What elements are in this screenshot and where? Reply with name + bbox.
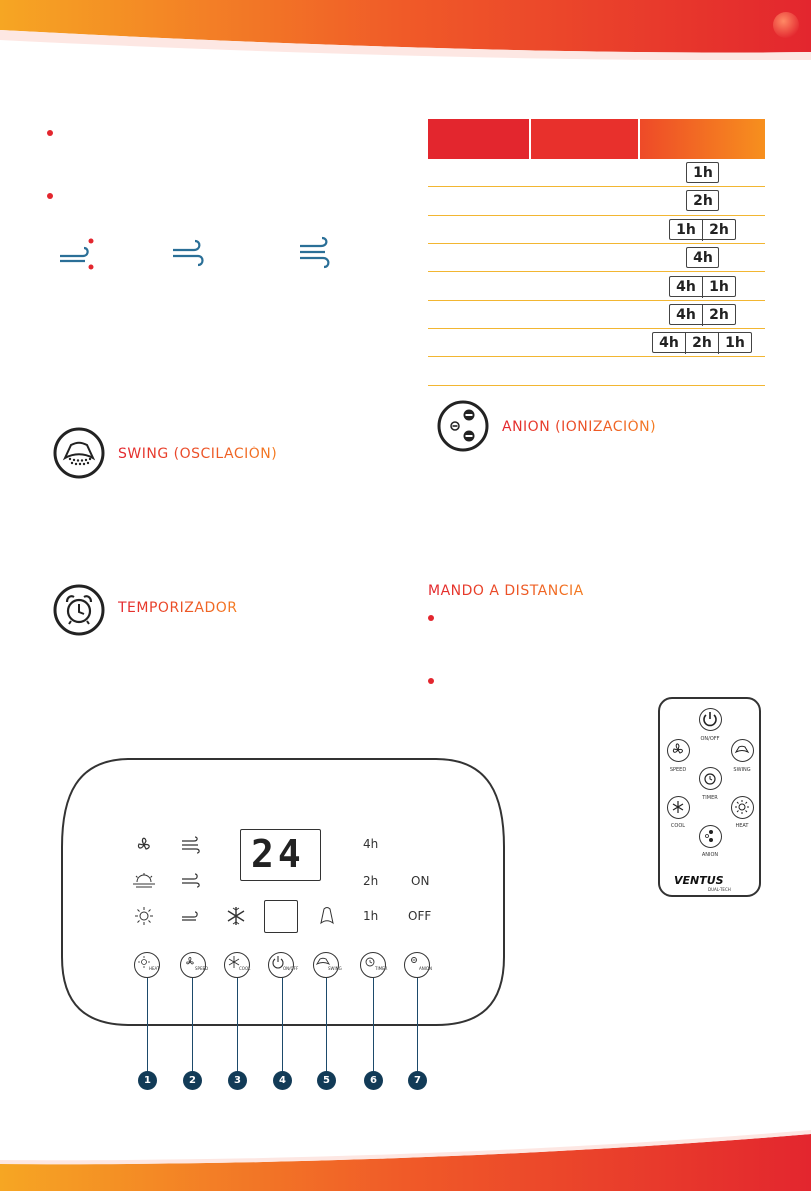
heat-button[interactable] xyxy=(134,952,160,978)
fan-icon xyxy=(181,953,204,976)
power-button-label: ON/OFF xyxy=(283,966,299,971)
timer-indicator xyxy=(669,304,736,325)
table-divider xyxy=(428,271,765,272)
snowflake-icon xyxy=(668,797,688,817)
remote-brand: VENTUS xyxy=(674,874,724,887)
leader-line xyxy=(373,978,374,1072)
bullet xyxy=(428,615,434,621)
timer-indicator xyxy=(652,332,752,353)
anion-icon xyxy=(437,400,489,452)
leader-line xyxy=(282,978,283,1072)
speed-button-label: SPEED xyxy=(195,966,209,971)
power-icon xyxy=(269,953,292,976)
timer-segment: 1h xyxy=(718,333,751,354)
callout-number: 1 xyxy=(138,1071,157,1090)
power-icon xyxy=(700,709,720,729)
timer-segment: 2h xyxy=(702,305,735,326)
alarm-clock-icon xyxy=(700,768,720,788)
remote-control xyxy=(658,697,761,897)
table-header-cell xyxy=(531,119,638,159)
table-divider xyxy=(428,385,765,386)
remote-label: SPEED xyxy=(669,767,687,773)
swing-button[interactable] xyxy=(313,952,342,978)
temperature-value: 24 xyxy=(251,832,305,876)
swing-icon xyxy=(53,427,105,479)
fan-icon xyxy=(133,834,155,856)
wind-high-icon xyxy=(297,236,337,270)
table-divider xyxy=(428,215,765,216)
timer-segment: 2h xyxy=(693,193,713,209)
panel-off-label: OFF xyxy=(408,909,432,923)
timer-segment: 4h xyxy=(693,250,713,266)
remote-label: ANION xyxy=(701,852,719,858)
table-divider xyxy=(428,328,765,329)
control-panel-outline xyxy=(60,757,506,1027)
bullet xyxy=(428,678,434,684)
remote-label: SWING xyxy=(733,767,751,773)
sun-icon xyxy=(135,953,158,976)
cool-button-label: COOL xyxy=(239,966,251,971)
panel-timer-label: 1h xyxy=(363,909,379,923)
remote-power-button xyxy=(699,708,722,731)
temperature-display xyxy=(240,829,321,881)
heat-button-label: HEAT xyxy=(149,966,160,971)
anion-icon xyxy=(700,826,720,846)
timer-segment: 2h xyxy=(702,220,735,241)
fan-icon xyxy=(668,740,688,760)
timer-segment: 4h xyxy=(676,279,696,295)
swing-icon xyxy=(732,740,752,760)
snowflake-icon xyxy=(225,905,247,927)
remote-anion-button xyxy=(699,825,722,848)
wind-high-icon xyxy=(180,836,204,854)
remote-cool-button xyxy=(667,796,690,819)
remote-speed-button xyxy=(667,739,690,762)
swing-indicator-icon xyxy=(315,905,339,925)
anion-button[interactable] xyxy=(404,952,433,978)
callout-number: 7 xyxy=(408,1071,427,1090)
leader-line xyxy=(417,978,418,1072)
remote-label: HEAT xyxy=(735,823,749,829)
anion-icon xyxy=(405,953,428,976)
timer-indicator xyxy=(686,190,719,211)
panel-timer-label: 4h xyxy=(363,837,379,851)
anion-title: ANION (IONIZACIÓN) xyxy=(502,419,657,435)
wind-low-icon xyxy=(180,908,204,922)
swing-icon xyxy=(314,953,337,976)
bullet xyxy=(47,193,53,199)
power-button[interactable] xyxy=(268,952,299,978)
wind-medium-icon xyxy=(170,236,210,270)
table-divider xyxy=(428,243,765,244)
swing-button-label: SWING xyxy=(328,966,342,971)
timer-segment: 1h xyxy=(676,222,696,238)
leader-line xyxy=(192,978,193,1072)
timer-indicator xyxy=(669,276,736,297)
remote-label: ON/OFF xyxy=(700,736,720,742)
wind-medium-icon xyxy=(180,872,204,888)
timer-indicator xyxy=(686,162,719,183)
alarm-clock-icon xyxy=(361,953,384,976)
timer-segment: 1h xyxy=(693,165,713,181)
timer-segment: 4h xyxy=(676,307,696,323)
callout-number: 2 xyxy=(183,1071,202,1090)
callout-number: 4 xyxy=(273,1071,292,1090)
blank-square xyxy=(264,900,298,933)
bullet xyxy=(47,130,53,136)
callout-number: 6 xyxy=(364,1071,383,1090)
anion-button-label: ANION xyxy=(419,966,433,971)
leader-line xyxy=(147,978,148,1072)
speed-button[interactable] xyxy=(180,952,209,978)
timer-indicator xyxy=(686,247,719,268)
sun-icon xyxy=(732,797,752,817)
timer-segment: 1h xyxy=(702,277,735,298)
table-divider xyxy=(428,300,765,301)
wind-low-icon xyxy=(57,236,97,270)
remote-label: COOL xyxy=(670,823,686,829)
timer-indicator xyxy=(669,219,736,240)
sunrise-icon xyxy=(131,872,157,888)
callout-number: 3 xyxy=(228,1071,247,1090)
panel-on-label: ON xyxy=(411,874,430,888)
remote-heat-button xyxy=(731,796,754,819)
remote-brand-sub: DUAL-TECH xyxy=(708,887,731,892)
remote-swing-button xyxy=(731,739,754,762)
table-header-cell xyxy=(640,119,765,159)
remote-timer-button xyxy=(699,767,722,790)
leader-line xyxy=(237,978,238,1072)
timer-button[interactable] xyxy=(360,952,386,978)
sun-icon xyxy=(133,905,155,927)
header-wave xyxy=(0,0,811,60)
remote-label: TIMER xyxy=(702,795,718,801)
alarm-clock-icon xyxy=(53,584,105,636)
timer-title: TEMPORIZADOR xyxy=(118,600,238,616)
cool-button[interactable] xyxy=(224,952,250,978)
table-divider xyxy=(428,186,765,187)
table-header-cell xyxy=(428,119,529,159)
snowflake-icon xyxy=(225,953,251,976)
footer-wave xyxy=(0,1126,811,1191)
swing-title: SWING (OSCILACIÓN) xyxy=(118,446,278,462)
timer-segment: 4h xyxy=(659,335,679,351)
table-divider xyxy=(428,356,765,357)
remote-title: MANDO A DISTANCIA xyxy=(428,583,584,599)
callout-number: 5 xyxy=(317,1071,336,1090)
leader-line xyxy=(326,978,327,1072)
panel-timer-label: 2h xyxy=(363,874,379,888)
timer-button-label: TIMER xyxy=(375,966,388,971)
page-dot xyxy=(773,12,799,38)
timer-segment: 2h xyxy=(685,333,718,354)
